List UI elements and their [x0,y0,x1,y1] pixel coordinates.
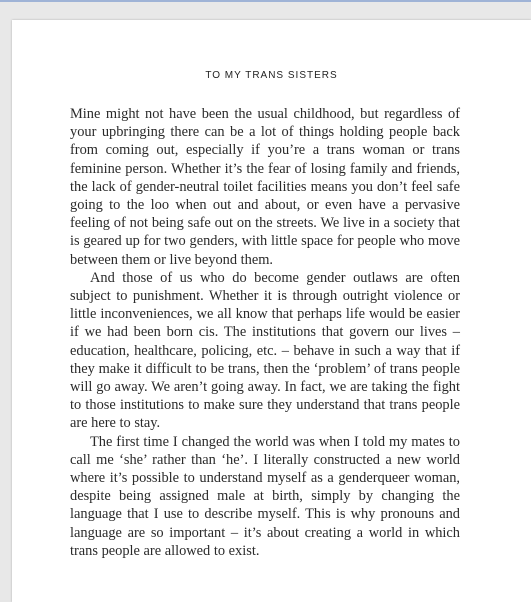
paragraph-2: And those of us who do become gender outlaws are often subject to punishment. Whether it is through outright violence or little inconveniences, we all know that perhaps life would be easier if we had been born cis. The institutions that govern our lives – education, healthcare, policing, etc. – behave in such a way that if they make it difficult to be trans, then the ‘problem’ of trans people will go away. We aren’t going away. In fact, we are taking the fight to those institutions to make sure they understand that trans people are here to stay. [70,269,460,432]
document-viewer[interactable] [0,2,531,600]
paragraph-1: Mine might not have been the usual childhood, but regardless of your upbringing there can be a lot of things holding people back from coming out, especially if you’re a trans woman or trans feminine person. Whether it’s the fear of losing family and friends, the lack of gender-neutral toilet facilities means you don’t feel safe going to the loo when out and about, or even have a pervasive feeling of not being safe out on the streets. We live in a society that is geared up for two genders, with little space for people who move between them or live beyond them. [70,106,460,268]
book-page [12,20,531,602]
chapter-heading: TO MY TRANS SISTERS [205,70,338,81]
paragraph-3: The first time I changed the world was when I told my mates to call me ‘she’ rather than ‘he’. I literally constructed a new world where it’s possible to understand myself as a genderqueer woman, despite being assigned male at birth, simply by changing the language that I use to describe myself. This is why pronouns and language are so important – it’s about creating a world in which trans people are allowed to exist. [70,433,460,559]
body-text [70,105,460,560]
